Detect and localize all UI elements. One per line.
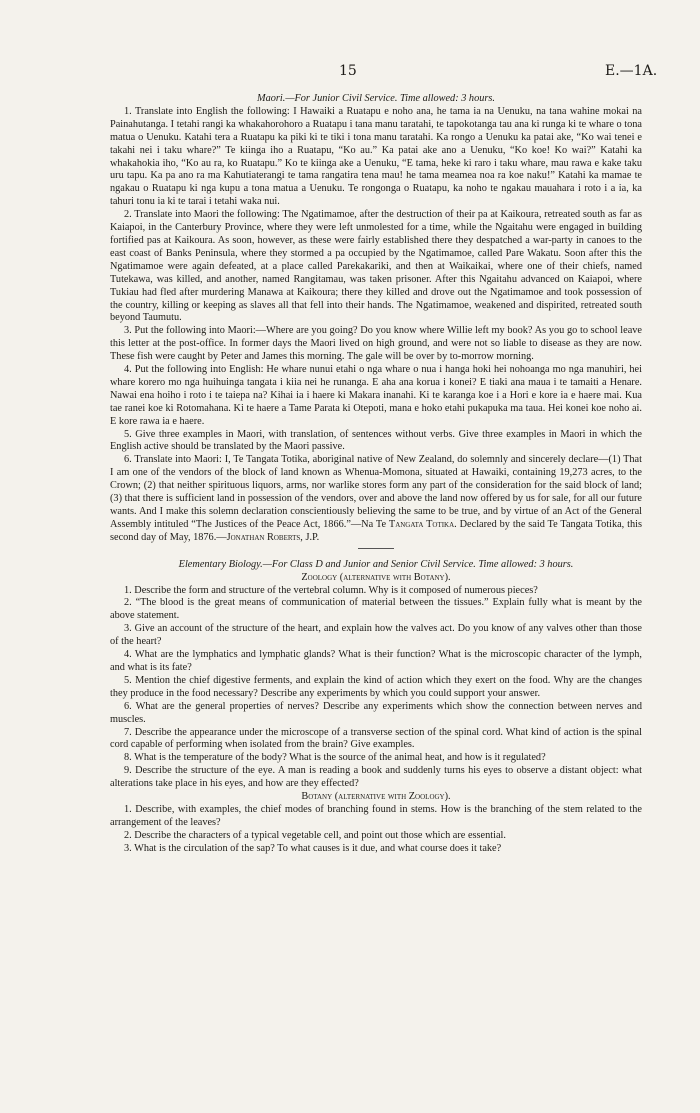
zoology-question: 4. What are the lymphatics and lymphatic glands? What is their function? What is the microscopic character of the lymph, and what is its fate?: [110, 649, 642, 673]
document-reference: E.—1A.: [605, 63, 658, 79]
maori-question-5: 5. Give three examples in Maori, with translation, of sentences without verbs. Give three examples in Maori in which the English active should be translated by the Maori passive.: [110, 428, 642, 453]
zoology-question: 9. Describe the structure of the eye. A man is reading a book and suddenly turns his eyes to observe a distant object: what alterations take place in his eyes, and how are they effected?: [110, 765, 642, 790]
biology-section: [110, 559, 642, 856]
botany-heading: Botany (alternative with Zoology).: [301, 791, 451, 803]
maori-question-1: 1. Translate into English the following: I Hawaiki a Ruatapu e noho ana, he tama ia na Uenuku, na tana wahine mokai na Painahutanga. I tetahi rangi ka whakahorohoro a Ruatapu i tana manu taratahi, te tapokotanga tau ana ki runga ki te whare o tona matua o Uenuku. Katahi tera a Ruatapu ka piki ki te tiki i tona manu taratahi. Ka rongo a Uenuku ka patai ake, “Ko wai tenei e takahi nei i taku whare?” Te kiinga iho a Ruatapu, “Ko au.” Ka patai ake ano a Uenuku, “Ko koe! Ko wai?” Katahi ka whakahokia iho, “Ko au ra, ko Ruatapu.” Ko te kiinga ake a Uenuku, “E tama, heke ki raro i taku whare, mau rawa e kake taku uru tapu. Ka pa ano ra ma Kahutiaterangi te tama rangatira tena mau! he tama meamea noa ra koe naku!” Katahi ka mamae te ngakau o Ruatapu ki nga kupu a tona matua a Uenuku. Te rongonga o Ruatapu, ka noho te ngakau mauahara i roto i a ia, ka tahuri tonu ia ki te tarai i tetahi waka nui.: [110, 105, 642, 208]
maori-question-2: 2. Translate into Maori the following: The Ngatimamoe, after the destruction of their pa at Kaikoura, retreated south as far as Kaiapoi, in the Canterbury Province, where they were left unmolested for a time, while the Ngaitahu were engaged in building fortified pas at Kaikoura. As soon, however, as these were fairly established there they despatched a war-party in canoes to the east coast of Banks Peninsula, where they stormed a pa occupied by the Ngatimamoe, called Pare Wakatu. Soon after this the Ngatimamoe were again defeated, at a place called Parekakariki, and then at Waikaikai, where one of their chiefs, named Tutekawa, was killed, and another, named Rangitamau, was taken prisoner. After this Ngaitahu advanced on Kaiapoi, where Tukiau had fled after murdering Manawa at Kaikoura; there they killed and drove out the Ngatimamoe and took possession of the country, killing or keeping as slaves all that fell into their hands. The Ngatimamoe, weakened and dispirited, retreated south beyond Taumutu.: [110, 209, 642, 324]
zoology-question: 3. Give an account of the structure of the heart, and explain how the valves act. Do you know of any valves other than those of the heart?: [110, 623, 642, 648]
maori-question-6-body: 6. Translate into Maori: I, Te Tangata Totika, aboriginal native of New Zealand, do solemnly and sincerely declare—(1) That I am one of the vendors of the block of land known as Whenua-Momona, situated at Hawaiki, containing 19,273 acres, to the Crown; (2) that neither spirituous liquors, arms, nor warlike stores form any part of the consideration for the said block of land; (3) that there is sufficient land in possession of the vendors, over and above the land now offered by us for sale, for all our future wants. And I make this solemn declaration conscientiously believing the same to be true, and by virtue of an Act of the General Assembly intituled “The Justices of the Peace Act, 1866.”—Na Te: [110, 454, 642, 530]
maori-question-6: [110, 454, 642, 544]
botany-question: 2. Describe the characters of a typical vegetable cell, and point out those which are essential.: [124, 829, 506, 841]
zoology-question: 8. What is the temperature of the body? What is the source of the animal heat, and how is it regulated?: [124, 752, 546, 764]
maori-section: [110, 93, 642, 545]
zoology-question: 6. What are the general properties of nerves? Describe any experiments which show the connection between nerves and muscles.: [110, 700, 642, 725]
zoology-heading: Zoology (alternative with Botany).: [301, 571, 451, 583]
maori-question-4: 4. Put the following into English: He whare nunui etahi o nga whare o nua i hanga hoki hei nohoanga mo nga manuhiri, hei whare korero mo nga huihuinga tangata i kiia nei he runanga. E aha ana korua i konei? E tiaki ana maua i te tamaiti a Henare. Nawai ena hoiho i roto i te taiepa na? Kihai ia i haere ki Makara inanahi. Ki te karanga koe i a Hori e kore ia e haere mai. Kua tae ranei koe ki Rotomahana. Ki te haere a Tame Parata ki Otepoti, mana e hoko etahi pukapuka ma taua. Hei konei koe noho ai. E kore rawa ia e haere.: [110, 364, 642, 427]
signer-title: , J.P.: [300, 531, 320, 543]
zoology-question: 1. Describe the form and structure of the vertebral column. Why is it composed of numerous pieces?: [124, 584, 538, 596]
zoology-question: 5. Mention the chief digestive ferments, and explain the kind of action which they exert on the food. Why are the changes they produce in the food necessary? Describe any experiments by which you could support your answer.: [110, 674, 642, 699]
maori-question-6-tail: . Declared by the said Te Tangata Totika, this second day of May, 1876.—: [110, 518, 642, 543]
botany-question: 1. Describe, with examples, the chief modes of branching found in stems. How is the branching of the stem related to the arrangement of the leaves?: [110, 803, 642, 828]
zoology-question: 2. “The blood is the great means of communication of material between the tissues.” Explain fully what is meant by the above statement.: [110, 597, 642, 622]
maori-heading: Maori.—For Junior Civil Service. Time allowed: 3 hours.: [257, 93, 495, 104]
page-content: [110, 93, 642, 856]
zoology-question: 7. Describe the appearance under the microscope of a transverse section of the spinal cord. What kind of action is the spinal cord capable of performing when isolated from the brain? Give examples.: [110, 726, 642, 751]
maori-question-3: 3. Put the following into Maori:—Where are you going? Do you know where Willie left my book? As you go to school leave this letter at the post-office. In former days the Maori lived on high ground, and were not so liable to disease as they are now. These fish were caught by Peter and James this morning. The gale will be over by to-morrow morning.: [110, 325, 642, 363]
page-number: 15: [339, 63, 357, 79]
biology-heading: Elementary Biology.—For Class D and Junior and Senior Civil Service. Time allowed: 3 hours.: [178, 558, 574, 570]
botany-question: 3. What is the circulation of the sap? To what causes is it due, and what course does it take?: [124, 842, 502, 854]
section-divider: [358, 548, 394, 549]
declarant-name: Tangata Totika: [388, 518, 455, 530]
signer-name: Jonathan Roberts: [226, 531, 301, 543]
